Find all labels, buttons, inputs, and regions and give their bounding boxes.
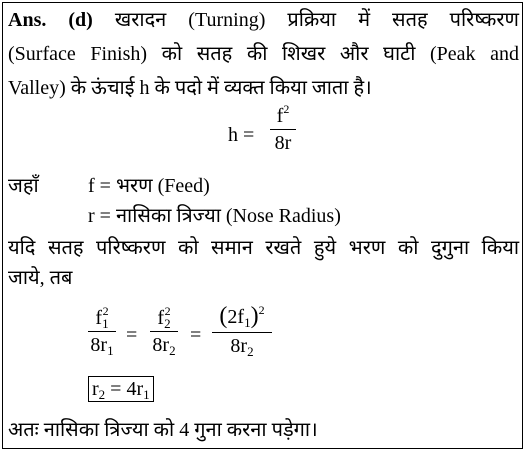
result-lhs: r <box>92 378 99 400</box>
where-label: जहाँ <box>8 175 39 197</box>
result-lhs-sub: 2 <box>98 387 106 402</box>
fraction-bar <box>270 129 296 130</box>
intro-line-1 <box>8 8 519 32</box>
formula2-frac2-denominator: $8r_2$ <box>152 334 176 358</box>
formula-h-denominator: 8r <box>274 132 292 154</box>
where-item-feed: f = भरण (Feed) <box>88 175 210 197</box>
formula-h-lhs: h = <box>228 124 255 146</box>
formula2-frac3-denominator: $8r_2$ <box>230 335 254 359</box>
formula-h-fraction <box>270 104 296 155</box>
conclusion-line: अतः नासिका त्रिज्या को 4 गुना करना पड़ेगा। <box>8 419 318 441</box>
statement-line-1: यदि सतह परिष्करण को समान रखते हुये भरण को दुगुना किया <box>8 237 519 259</box>
formula2-frac1-numerator: $f_1^2$ <box>95 304 109 331</box>
intro-line-3: Valley) के ऊंचाई h के पदो में व्यक्त किया जाता है। <box>8 77 372 99</box>
result-rhs-sub: 1 <box>143 387 150 402</box>
formula2-fraction-2 <box>150 306 178 357</box>
fraction-bar <box>88 331 116 332</box>
result-rhs: = 4r <box>110 378 144 400</box>
statement-line-2: जाये, तब <box>8 267 73 289</box>
fraction-bar <box>212 332 272 333</box>
fraction-bar <box>150 331 178 332</box>
formula2-frac1-denominator: $8r_1$ <box>90 334 114 358</box>
result-box <box>88 376 154 402</box>
intro-text-1: खरादन (Turning) प्रक्रिया में सतह परिष्करण <box>114 9 519 31</box>
where-item-radius: r = नासिका त्रिज्या (Nose Radius) <box>88 205 341 227</box>
formula2-frac3-numerator: $(2f_1)^2$ <box>219 303 265 330</box>
answer-label: Ans. <box>8 9 47 31</box>
formula2-fraction-3 <box>212 302 272 358</box>
formula2-equals-2: = <box>190 324 202 346</box>
formula2-equals-1: = <box>126 324 138 346</box>
formula2-fraction-1 <box>88 306 116 357</box>
formula2-frac2-numerator: $f_2^2$ <box>157 304 171 331</box>
intro-line-2: (Surface Finish) को सतह की शिखर और घाटी (Peak and <box>8 43 519 65</box>
formula-h-numerator: $f^2$ <box>276 102 290 127</box>
answer-option: (d) <box>68 9 93 31</box>
